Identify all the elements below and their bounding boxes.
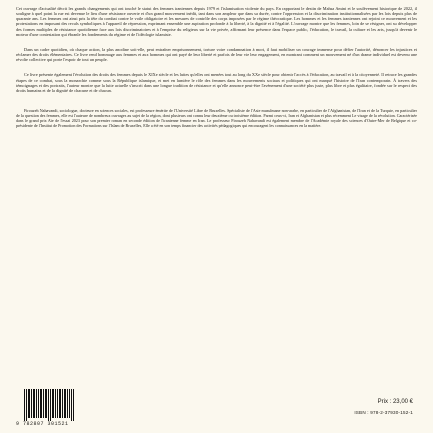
summary-paragraph-3: Ce livre présente également l'évolution des droits des femmes depuis le XIXe siècle et les luttes qu'elles ont menées tout au long du XXe siècle pour obtenir l'accès à l'éducation, au travail et à la citoyenneté. Il retrace les grandes étapes de ce combat, sous la monarchie comme sous la République islamique, et met en lumière le rôle des femmes dans les mouvements sociaux et politiques qui ont marqué l'histoire de l'Iran contemporain. À travers des témoignages et des portraits, l'auteur montre que la lutte actuelle s'inscrit dans une longue tradition de résistance et qu'elle annonce peut-être l'avènement d'une société plus juste, plus libre et plus égalitaire, fondée sur le respect des droits humains et de la dignité de chacune et de chacun. (16, 72, 417, 93)
summary-paragraph-1: Cet ouvrage d'actualité décrit les grands changements qui ont touché le statut des femmes iraniennes depuis 1979 et l'islamisation violente du pays. En rapportant le destin de Mahsa Amini et le soulèvement historique de 2022, il souligne à quel point la rue est devenue le lieu d'une résistance ouverte et d'un grand mouvement inédit, tant dans son ampleur que dans sa durée, contre l'oppression et la discrimination institutionnalisées par les lois depuis plus de quarante ans. Les femmes ont ainsi pris la tête du combat contre le voile obligatoire et les mesures de contrôle des corps imposées par le régime théocratique. Les hommes et les femmes iraniennes ont rejoint ce mouvement et les protestations en imposant des reculs symboliques à l'appareil de répression, exprimant ensemble une aspiration profonde à la liberté, à la dignité et à l'égalité. L'ouvrage montre que les femmes, loin de se résigner, ont su développer des formes multiples de résistance quotidienne face aux lois discriminatoires et à l'emprise du religieux sur la vie privée, affirmant leur présence dans l'espace public, l'éducation, le travail, la culture et les arts, jusqu'à devenir le moteur d'une contestation qui ébranle les fondements du régime et de l'idéologie islamiste. (16, 6, 417, 37)
barcode (16, 387, 78, 427)
back-cover-footer (0, 387, 433, 433)
isbn-label: ISBN : 978-2-37930-152-1 (354, 410, 413, 415)
summary-paragraph-2: Dans un cadre quotidien, où chaque action, la plus anodine soit-elle, peut entraîner emprisonnement, torture voire condamnation à mort, il faut mobiliser un courage immense pour défier l'autorité, dénoncer les injustices et réclamer des droits élémentaires. Ce livre rend hommage aux femmes et aux hommes qui ont payé de leur liberté et parfois de leur vie leur engagement, en montrant comment un mouvement né d'un drame individuel est devenu une révolte collective qui porte l'espoir de tout un peuple. (16, 46, 417, 63)
price-label: Prix : 23,00 € (377, 399, 413, 405)
barcode-bars (24, 389, 74, 421)
barcode-number: 9 782807 301521 (16, 421, 69, 427)
author-biography: Firouzeh Nahavandi, sociologue, docteure en sciences sociales, est professeure émérite de l'Université Libre de Bruxelles. Spécialiste de l'Asie musulmane non-arabe, en particulier de l'Afghanistan, de l'Iran et de la Turquie, en particulier de la question des femmes, elle est l'auteure de nombreux ouvrages au sujet de la région, dont plusieurs ont connu leur deuxième ou troisième édition. Parmi ceux-ci, Iran et Afghanistan et plus récemment Le visage de la révolution. Caractérisée dans le grand prix Aïe de l'essai 2023 pour son premier roman en seconde édition de l'iranienne femme en Iran. Le professeur Firouzeh Nahavandi est également membre de l'Académie royale des sciences d'Outre-Mer de Belgique et co-présidente de l'Institut de Promotion des Formations sur l'Islam de Bruxelles, Elle a été en son temps financier des activités pédagogiques qui encouragent les connaissances en la matière. (16, 108, 417, 129)
